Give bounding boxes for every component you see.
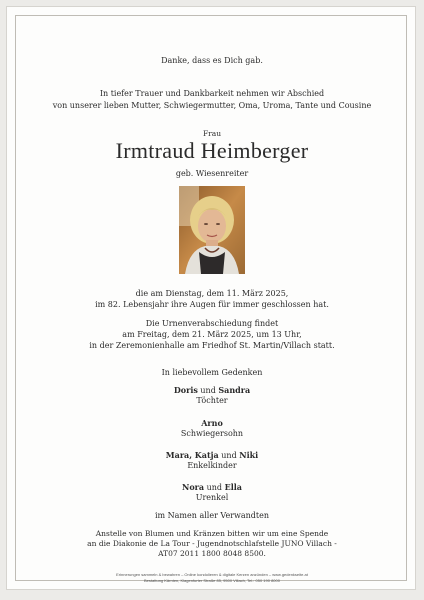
mourner-relation: Urenkel bbox=[195, 493, 229, 502]
mourner-names bbox=[7, 385, 417, 396]
intro-line-1: In tiefer Trauer und Dankbarkeit nehmen wir Abschied bbox=[99, 89, 325, 98]
portrait-photo bbox=[179, 186, 245, 274]
birth-name: geb. Wiesenreiter bbox=[175, 169, 249, 178]
mourner-name: Niki bbox=[239, 450, 259, 460]
mourner-name: Mara, Katja bbox=[165, 450, 219, 460]
closing-line: im Namen aller Verwandten bbox=[154, 511, 270, 520]
memorial-heading: In liebevollem Gedenken bbox=[161, 368, 263, 377]
donation-line-1: Anstelle von Blumen und Kränzen bitten wir um eine Spende bbox=[95, 529, 329, 538]
motto: Danke, dass es Dich gab. bbox=[161, 56, 263, 65]
deceased-title: Frau bbox=[202, 129, 222, 138]
ceremony-line-2: am Freitag, dem 21. März 2025, um 13 Uhr, bbox=[122, 330, 302, 339]
footer-line-1: Erinnerungen sammeln & bewahren – Online kondolieren & digitale Kerzen anzünden – www.gedenkseite.at bbox=[116, 572, 308, 577]
mourner-relation: Enkelkinder bbox=[187, 461, 237, 470]
mourner-name: Arno bbox=[201, 418, 223, 428]
deceased-name: Irmtraud Heimberger bbox=[115, 138, 309, 163]
mourner-relation: Schwiegersohn bbox=[180, 429, 244, 438]
intro-line-2: von unserer lieben Mutter, Schwiegermutter, Oma, Uroma, Tante und Cousine bbox=[52, 101, 372, 110]
mourner-joiner: und bbox=[200, 386, 216, 395]
mourner-name: Doris bbox=[173, 385, 198, 395]
obituary-page bbox=[6, 6, 416, 590]
mourner-names bbox=[7, 482, 417, 493]
mourner-name: Sandra bbox=[218, 385, 251, 395]
ceremony-line-1: Die Urnenverabschiedung findet bbox=[145, 319, 279, 328]
mourner-name: Nora bbox=[182, 482, 205, 492]
donation-line-2: an die Diakonie de La Tour - Jugendnotschlafstelle JUNO Villach - bbox=[87, 539, 337, 548]
donation-line-3: AT07 2011 1800 8048 8500. bbox=[158, 549, 266, 558]
death-line-2: im 82. Lebensjahr ihre Augen für immer geschlossen hat. bbox=[95, 300, 329, 309]
mourner-name: Ella bbox=[224, 482, 242, 492]
mourner-joiner: und bbox=[221, 451, 237, 460]
mourner-relation: Töchter bbox=[196, 396, 228, 405]
ceremony-line-3: in der Zeremonienhalle am Friedhof St. Martin/Villach statt. bbox=[89, 341, 335, 350]
death-line-1: die am Dienstag, dem 11. März 2025, bbox=[135, 289, 289, 298]
mourner-joiner: und bbox=[206, 483, 223, 492]
footer-line-2: Bestattung Kärnten, Klagenfurter Straße 85, 9500 Villach, Tel.: 050 190 8000 bbox=[144, 578, 280, 583]
mourner-names bbox=[7, 450, 417, 461]
